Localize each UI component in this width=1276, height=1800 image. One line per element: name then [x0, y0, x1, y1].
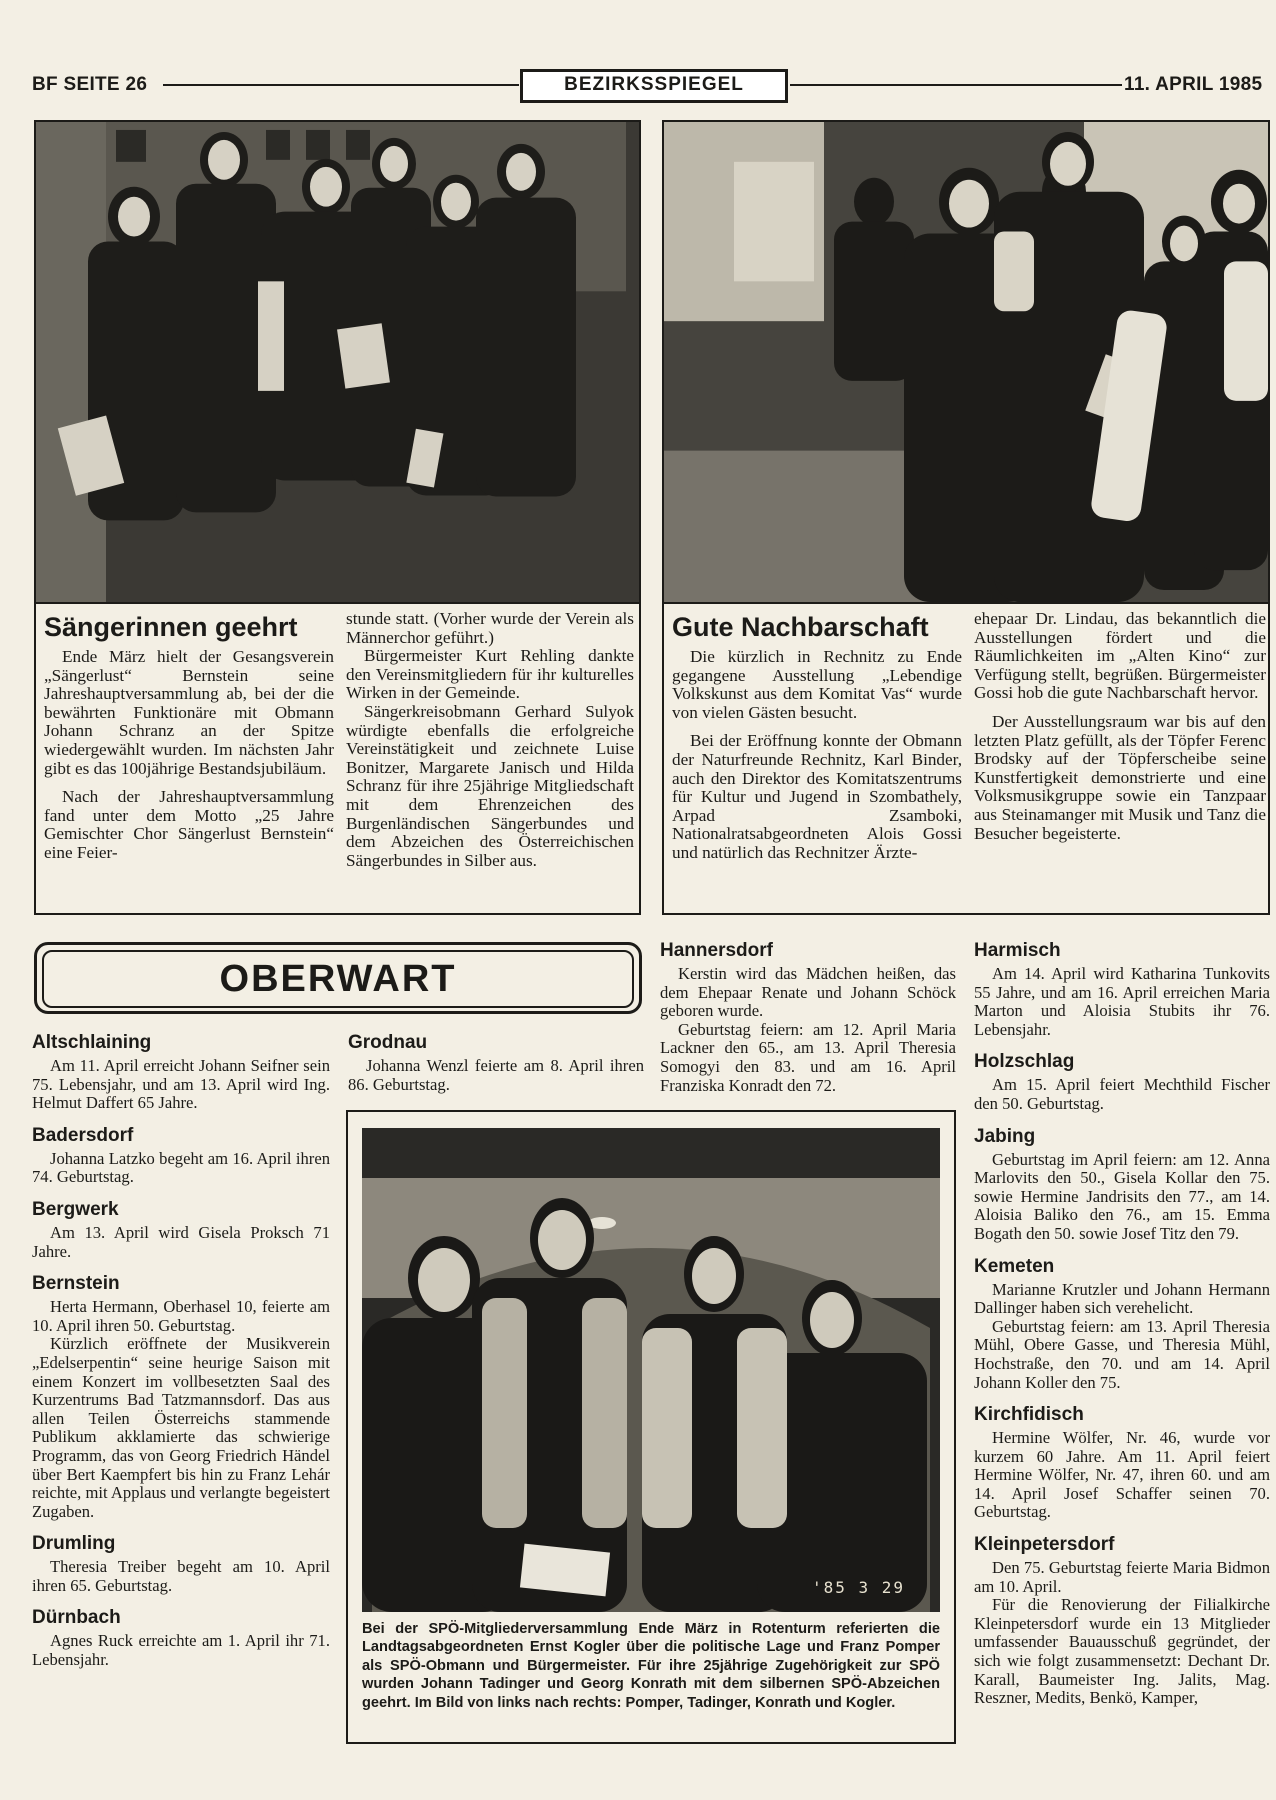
article-column-2: [346, 610, 634, 870]
issue-date: 11. APRIL 1985: [1124, 74, 1263, 95]
town-heading: Drumling: [32, 1533, 116, 1555]
town-entry: [32, 1632, 330, 1669]
entry-paragraph: Am 11. April erreicht Johann Seifner sein 75. Lebensjahr, und am 13. April wird Ing. Helmut Daffert 65 Jahre.: [32, 1056, 330, 1113]
town-entry: [974, 1281, 1270, 1393]
town-heading: Grodnau: [348, 1032, 428, 1053]
town-entry: [974, 965, 1270, 1039]
town-entry: [974, 1429, 1270, 1522]
town-heading: Dürnbach: [32, 1607, 121, 1629]
oberwart-column-2: [348, 1032, 644, 1106]
header-rule-right: [790, 84, 1122, 86]
article-title: Sängerinnen geehrt: [44, 612, 298, 642]
town-heading: Kleinpetersdorf: [974, 1534, 1115, 1556]
article-paragraph: Nach der Jahreshauptversammlung fand unter dem Motto „25 Jahre Gemischter Chor Sängerlust Bernstein“ eine Feier-: [44, 787, 334, 862]
town-heading: Badersdorf: [32, 1124, 134, 1146]
town-heading: Altschlaining: [32, 1032, 152, 1053]
page-label: BF SEITE 26: [32, 74, 148, 95]
article-column-1: [44, 648, 334, 863]
entry-paragraph: Agnes Ruck erreichte am 1. April ihr 71. Lebensjahr.: [32, 1631, 330, 1670]
town-heading: Harmisch: [974, 940, 1061, 961]
town-entry: [974, 1559, 1270, 1708]
town-entry: [348, 1057, 644, 1094]
town-heading: Jabing: [974, 1125, 1036, 1147]
entry-paragraph: Kürzlich eröffnete der Musikverein „Edelserpentin“ seine heurige Saison mit einem Konzert im vollbesetzten Saal des Kurzentrums Bad Tatzmannsdorf. Das aus allen Teilen Österreichs stammende Publikum akklamierte das schwierige Programm, das von Georg Friedrich Händel über Bert Kaempfert bis hin zu Franz Lehár reichte, mit Applaus und verlangte begeistert Zugaben.: [32, 1334, 330, 1521]
entry-paragraph: Für die Renovierung der Filialkirche Kleinpetersdorf wurde ein 13 Mitglieder umfassender Bauausschuß gegründet, der sich wie folgt zusammensetzt: Dechant Dr. Karall, Baumeister Ing. Jalits, Mag. Reszner, Medits, Benkö, Kamper,: [974, 1595, 1270, 1708]
town-heading: Hannersdorf: [660, 940, 773, 961]
article-paragraph: Sängerkreisobmann Gerhard Sulyok würdigte ebenfalls die erfolgreiche Vereinstätigkeit und zeichnete Luise Bonitzer, Margarete Janisch und Hilda Schranz für ihre 25jährige Mitgliedschaft mit dem Ehrenzeichen des Burgenländischen Sängerbundes und dem Abzeichen des Österreichischen Sängerbundes in Silber aus.: [346, 701, 634, 870]
entry-paragraph: Kerstin wird das Mädchen heißen, das dem Ehepaar Renate und Johann Schöck geboren wurde.: [660, 964, 956, 1021]
entry-paragraph: Am 13. April wird Gisela Proksch 71 Jahre.: [32, 1222, 330, 1261]
entry-paragraph: Theresia Treiber begeht am 10. April ihren 65. Geburtstag.: [32, 1557, 330, 1595]
photo-box-spoe: [346, 1110, 956, 1744]
oberwart-column-4: [974, 940, 1270, 1720]
town-entry: [32, 1224, 330, 1261]
article-paragraph: ehepaar Dr. Lindau, das bekanntlich die Ausstellungen fördert und die Räumlichkeiten im „Alten Kino“ zur Verfügung stellt, begrüßen. Bürgermeister Gossi hob die gute Nachbarschaft hervor.: [974, 609, 1266, 703]
article-paragraph: Bürgermeister Kurt Rehling dankte den Vereinsmitgliedern für ihr kulturelles Wirken in der Gemeinde.: [346, 646, 634, 703]
town-entry: [974, 1151, 1270, 1244]
article-paragraph: stunde statt. (Vorher wurde der Verein als Männerchor geführt.): [346, 609, 634, 647]
entry-paragraph: Den 75. Geburtstag feierte Maria Bidmon am 10. April.: [974, 1558, 1270, 1596]
town-heading: Kirchfidisch: [974, 1404, 1084, 1426]
oberwart-column-1: [32, 1032, 330, 1682]
article-paragraph: Die kürzlich in Rechnitz zu Ende gegangene Ausstellung „Lebendige Volkskunst aus dem Komitat Vas“ wurde von vielen Gästen besucht.: [672, 647, 962, 722]
entry-paragraph: Am 15. April feiert Mechthild Fischer den 50. Geburtstag.: [974, 1075, 1270, 1113]
entry-paragraph: Am 14. April wird Katharina Tunkovits 55 Jahre, und am 16. April erreichen Maria Marton und Aloisia Stubits ihr 76. Lebensjahr.: [974, 964, 1270, 1039]
article-saengerinnen: [34, 120, 641, 915]
section-heading-box: [34, 942, 642, 1014]
article-column-1: [672, 648, 962, 863]
article-title: Gute Nachbarschaft: [672, 612, 929, 642]
entry-paragraph: Marianne Krutzler und Johann Hermann Dallinger haben sich verehelicht.: [974, 1279, 1270, 1318]
article-paragraph: Bei der Eröffnung konnte der Obmann der Naturfreunde Rechnitz, Karl Binder, auch den Direktor des Komitatszentrums für Kultur und Jugend in Szombathely, Arpad Zsamboki, Nationalratsabgeordneten Alois Gossi und natürlich das Rechnitzer Ärzte-: [672, 731, 962, 862]
entry-paragraph: Geburtstag feiern: am 13. April Theresia Mühl, Obere Gasse, und Theresia Mühl, Hochstraße, den 70. und am 14. April Johann Koller den 75.: [974, 1316, 1270, 1392]
town-entry: [974, 1076, 1270, 1113]
header-rule-left: [163, 84, 519, 86]
town-entry: [32, 1150, 330, 1187]
entry-paragraph: Herta Hermann, Oberhasel 10, feierte am 10. April ihren 50. Geburtstag.: [32, 1297, 330, 1335]
entry-paragraph: Johanna Wenzl feierte am 8. April ihren 86. Geburtstag.: [348, 1056, 644, 1094]
article-paragraph: Ende März hielt der Gesangsverein „Sängerlust“ Bernstein seine Jahreshauptversammlung ab, bei der die bewährten Funktionäre mit Obmann Johann Schranz an der Spitze wiedergewählt wurden. Im nächsten Jahr gibt es das 100jährige Bestandsjubiläum.: [44, 647, 334, 778]
town-heading: Bernstein: [32, 1273, 120, 1295]
entry-paragraph: Johanna Latzko begeht am 16. April ihren 74. Geburtstag.: [32, 1148, 330, 1187]
oberwart-column-3: [660, 940, 956, 1107]
photo-caption: Bei der SPÖ-Mitgliederversammlung Ende März in Rotenturm referierten die Landtagsabgeordneten Ernst Kogler über die politische Lage und Franz Pomper als SPÖ-Obmann und Bürgermeister. Für ihre 25jährige Zugehörigkeit zur SPÖ wurden Johann Tadinger und Georg Konrath mit dem silbernen SPÖ-Abzeichen geehrt. Im Bild von links nach rechts: Pomper, Tadinger, Konrath und Kogler.: [362, 1621, 940, 1711]
entry-paragraph: Hermine Wölfer, Nr. 46, wurde vor kurzem 60 Jahre. Am 11. April feiert Hermine Wölfer, Nr. 47, ihren 60. und am 14. April Josef Schaffer seinen 70. Geburtstag.: [974, 1428, 1270, 1522]
entry-paragraph: Geburtstag feiern: am 12. April Maria Lackner den 65., am 13. April Theresia Somogyi den 83. und am 16. April Franziska Konradt den 72.: [660, 1019, 956, 1095]
masthead: BEZIRKSSPIEGEL: [520, 69, 788, 103]
article-column-2: [974, 610, 1266, 843]
article-nachbarschaft: [662, 120, 1270, 915]
town-entry: [32, 1298, 330, 1521]
photo-exhibition-opening: [664, 122, 1268, 604]
town-heading: Bergwerk: [32, 1198, 119, 1220]
town-entry: [660, 965, 956, 1095]
town-entry: [32, 1558, 330, 1595]
photo-choir-members: [36, 122, 639, 604]
town-heading: Holzschlag: [974, 1051, 1075, 1073]
town-heading: Kemeten: [974, 1255, 1055, 1277]
photo-spoe-honorees: [362, 1128, 940, 1612]
entry-paragraph: Geburtstag im April feiern: am 12. Anna Marlovits den 50., Gisela Kollar den 75. sowie Hermine Jandrisits den 77., am 14. Aloisia Baliko den 76., am 15. Emma Bogath den 50. sowie Josef Titz den 79.: [974, 1149, 1270, 1243]
section-heading: OBERWART: [42, 950, 634, 1008]
town-entry: [32, 1057, 330, 1113]
article-paragraph: Der Ausstellungsraum war bis auf den letzten Platz gefüllt, als der Töpfer Ferenc Brodsky auf der Töpferscheibe seine Kunstfertigkeit demonstrierte und eine Volksmusikgruppe sowie ein Tanzpaar aus Steinamanger mit Musik und Tanz die Besucher begeisterte.: [974, 711, 1266, 843]
photo-date-stamp: '85 3 29: [812, 1578, 906, 1597]
